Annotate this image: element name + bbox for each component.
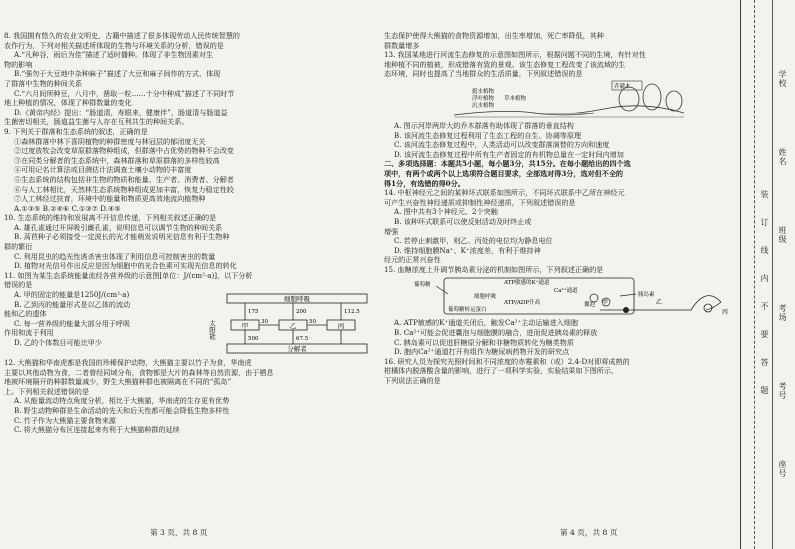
- fig-value: 30: [261, 319, 268, 326]
- text-line: 上。下列相关叙述错误的是: [4, 386, 90, 396]
- seal-char: 要: [760, 330, 769, 339]
- option-line: D. 该河流生态修复过程中所有生产者固定的有机物总量在一定时间内增加: [394, 149, 624, 159]
- energy-flow-svg: [209, 290, 379, 358]
- text-line: 农作行为，下列对相关描述所体现的生物与环境关系的分析，错误的是: [4, 40, 224, 50]
- left-column-text: [4, 0, 380, 290]
- text-line: C. 竹子作为大熊猫主要食物来源: [14, 415, 116, 425]
- q15-options: [384, 318, 736, 356]
- option-line: C. 该河流生态修复过程中，人类活动可以改变群落演替的方向和速度: [394, 140, 610, 150]
- option-line: C. 每一营养级的能量大部分用于呼吸: [14, 318, 131, 328]
- page-number-right: 第 4 页，共 8 页: [560, 528, 618, 537]
- text-line: C. 若停止刺激甲，则乙、丙处的电位均为静息电位: [394, 236, 553, 246]
- text-line: 生态保护使得大熊猫的食物资源增加，出生率增加，死亡率降低，其种: [384, 31, 604, 40]
- info-field-label: 学校: [778, 70, 787, 88]
- fig-value: 112.5: [344, 309, 360, 316]
- text-line: 生菌密切相关，肠道益生菌与人存在互利共生的种间关系。: [4, 117, 189, 127]
- info-field-label: 姓名: [778, 148, 787, 166]
- seal-char: 装: [760, 190, 769, 199]
- text-line: ⑥与人工林相比，天然林生态系统物种组成更加丰富，恢复力稳定性较: [14, 184, 234, 194]
- fig-value: 500: [248, 336, 259, 343]
- left-column-text-2: [4, 358, 380, 435]
- text-line: 15. 血糖浓度上升调节胰岛素分泌的机制如图所示，下列叙述正确的是: [384, 264, 604, 274]
- text-line: 8. 我国拥有悠久的农业文明史，古籍中描述了很多体现劳动人民传统智慧的: [4, 31, 241, 40]
- text-line: ③在同类分解者的生态系统中，森林群落和草原群落的多样性较高: [14, 155, 220, 165]
- fig-value: 67.5: [296, 336, 309, 343]
- fig-label: 细胞呼吸: [474, 294, 497, 301]
- text-line: 群的繁衍: [4, 242, 33, 252]
- text-line: 主要以其他动物为食，二者曾经同域分布，食物都是大片的森林等自然资源，由于栖息: [4, 367, 274, 377]
- text-line: 10. 生态系统的维持和发展离不开信息传递，下列相关叙述正确的是: [4, 213, 217, 223]
- option-line: B. 该河流生态修复过程利用了生态工程的自生、协调等原理: [394, 130, 582, 140]
- fig-label: 葡萄糖: [414, 282, 431, 289]
- fig-box-1: 甲: [241, 322, 249, 331]
- q11-options: [4, 290, 209, 348]
- fig-label: 草本植物: [504, 95, 527, 102]
- text-line: B. 野生动物种群是生命活动的先天和后天性都可能会降低生物多样性: [14, 406, 230, 415]
- fig-label: 沉水植物: [472, 102, 495, 109]
- q15-text: [384, 265, 736, 275]
- fig-label: 浮叶植物: [472, 95, 495, 102]
- section-line: 项中，有两个或两个以上选项符合题目要求，全部选对得3分，选对但不全的: [384, 168, 624, 178]
- fig-label: ATP敏感的K⁺通道: [504, 280, 550, 287]
- text-line: 12. 大熊猫和华南虎都是我国的珍稀保护动物，大熊猫主要以竹子为食，华南虎: [4, 358, 252, 368]
- section-2-heading: [384, 159, 736, 188]
- seal-line: [772, 0, 773, 549]
- text-line: B. 莴苣种子必须接受一定波长的光才能萌发说明光信息有利于生物种: [14, 232, 230, 242]
- text-line: C.“六月间所种豆，八月中，凿取一粒……十分中种成”描述了不同时节: [14, 88, 235, 98]
- q16-text: [384, 357, 736, 386]
- river-restoration-svg: [384, 79, 736, 121]
- text-line: 16. 研究人员为探究光照时间和不同浓度的赤霉素和（或）2,4-D对即将成熟的: [384, 356, 630, 366]
- fig-label: 胰岛素: [638, 292, 655, 299]
- text-line: ①森林群落中林下喜阴植物的种群密度与林冠层的郁闭度无关: [14, 136, 206, 146]
- energy-flow-diagram: [209, 290, 379, 358]
- text-line: 可产生兴奋性神经递质或抑制性神经递质，下列叙述错误的是: [384, 197, 576, 207]
- text-line: D. 植物对光信号作出反应是因为细胞中的光合色素可实现光信息的转化: [14, 261, 237, 271]
- info-field-label: 班级: [778, 226, 787, 244]
- fig-label: 乙: [656, 299, 663, 306]
- seal-char: 不: [760, 302, 769, 311]
- option-line: A. 甲的固定的能量是1250J/(cm²·a): [14, 290, 130, 300]
- text-line: 物的影响: [4, 59, 33, 69]
- cut-line: [754, 0, 755, 549]
- text-line: 13. 我国某地进行河流生态修复的示意图如图所示，根据问题不同的生境，有针对性: [384, 50, 646, 60]
- option-line: B. 乙到丙的能量形式是以乙体的流动: [14, 299, 131, 309]
- fig-label: 甲: [602, 299, 609, 306]
- fig-label: 葡萄糖转运蛋白: [448, 307, 487, 314]
- fig-box-3: 丙: [337, 322, 345, 331]
- text-line: 柑橘体内脱落酸含量的影响，进行了一项科学实验，实验结果如下图所示，: [384, 366, 619, 376]
- river-restoration-diagram: [384, 79, 736, 121]
- seal-char: 题: [760, 386, 769, 395]
- text-line: A.“凡种谷，雨后为佳”描述了适时播种。体现了非生物因素对生: [14, 50, 214, 60]
- text-line: 地被环境隔开的种群数量减少，野生大熊猫种群也被隔离在不同的“孤岛”: [4, 377, 232, 387]
- fig-side-label: 太阳能: [208, 320, 216, 340]
- text-line: A. 图中共有3个神经元、2个突触: [394, 207, 498, 217]
- text-line: B. 该种环式联系可以使反射活动及时终止或: [394, 216, 532, 226]
- text-line: C. 将大熊猫分布区连接起来有利于大熊猫种群的延续: [14, 425, 180, 435]
- option-line: A. ATP敏感的K⁺通道关闭后，触发Ca²⁺主动运输进入细胞: [394, 318, 578, 328]
- text-line: A. 雄孔雀通过开屏吸引雌孔雀，说明信息可以调节生物的种间关系: [14, 222, 223, 232]
- info-field-label: 考号: [778, 382, 787, 400]
- text-line: 地上种植的情况，体现了种群数量的变化: [4, 98, 132, 108]
- text-line: 错误的是: [4, 280, 33, 290]
- right-column-text: [384, 0, 736, 79]
- seal-char: 订: [760, 218, 769, 227]
- page-number-left: 第 3 页，共 8 页: [150, 528, 208, 537]
- fig-label: ATP/ADP升高: [504, 300, 540, 307]
- fig-label: 乔灌木: [614, 83, 631, 90]
- seal-char: 答: [760, 358, 769, 367]
- info-field-label: 考场: [778, 304, 787, 322]
- text-line: 增强: [384, 226, 399, 236]
- text-line: ⑤生态系统的结构包括非生物的物质和能量、生产者、消费者、分解者: [14, 174, 234, 184]
- q13-options: [384, 121, 736, 159]
- text-line: D. 维持细胞膜Na⁺、K⁺浓度差，有利于维持神: [394, 245, 541, 255]
- text-line: A. 从能量流动特点角度分析，相比于大熊猫，华南虎的生存更有优势: [14, 396, 230, 406]
- text-line: 群数量增多: [384, 40, 420, 50]
- section-line: 二、多项选择题：本题共5小题，每小题3分，共15分。在每小题给出的四个选: [384, 159, 631, 169]
- binding-strip: [740, 0, 795, 549]
- q14-block: [384, 188, 736, 265]
- option-line: C. 胰岛素可以促进肝糖原分解和非糖物质转化为糖类物质: [394, 337, 574, 347]
- insulin-secretion-diagram: [384, 274, 736, 318]
- seal-char: 内: [760, 274, 769, 283]
- fig-value: 50: [309, 319, 316, 326]
- text-line: 9. 下列关于群落和生态系统的叙述，正确的是: [4, 126, 148, 136]
- insulin-secretion-svg: [384, 274, 736, 318]
- fig-value: 200: [296, 309, 307, 316]
- text-line: 经元的正常兴奋性: [384, 255, 441, 265]
- text-line: 11. 如图为某生态系统能量流经各营养级的示意图[单位：J/(cm²·a)]，以下分析: [4, 270, 253, 280]
- fig-label: 挺水植物: [472, 88, 495, 95]
- text-line: B.“强勿于大豆地中杂种麻子”描述了大豆和麻子间作的方式，体现: [14, 69, 221, 79]
- text-line: 态环境，同时也提高了当地群众的生活质量，下列叙述错误的是: [384, 69, 583, 79]
- fig-top-label: 细胞呼吸: [284, 295, 310, 304]
- text-line: 14. 中枢神经元之间的某种环式联系如图所示，不同环式联系中乙所在神经元: [384, 188, 625, 198]
- option-line: 作用和流于利用: [4, 328, 54, 338]
- text-line: 地种植不同的植被，形成错落有致的景观。该生态修复工程改变了该流域的生: [384, 59, 626, 69]
- fig-label: Ca²⁺通道: [554, 288, 578, 295]
- text-line: ④可用记名计算法或目测估计法调查土壤小动物的丰富度: [14, 165, 192, 175]
- seal-char: 线: [760, 246, 769, 255]
- right-column: [384, 0, 736, 549]
- left-column: [4, 0, 380, 549]
- q14-text: [384, 188, 736, 265]
- fig-value: 175: [248, 309, 259, 316]
- option-line: A. 图示河岸两岸大的乔木群落有助体现了群落的垂直结构: [394, 120, 574, 130]
- option-line: 能和乙的遗体: [4, 309, 47, 319]
- option-line: D. 乙的个体数目可能比甲少: [14, 338, 102, 347]
- option-line: B. Ca²⁺可能会促进囊泡与细胞膜的融合，进而促进胰岛素的释放: [394, 328, 598, 338]
- text-line: 下列说法正确的是: [384, 376, 441, 386]
- text-line: ⑦人工林经过扶育，环境中的能量和物质更高效地流向植物种: [14, 194, 206, 204]
- section-line: 得1分，有选错的得0分。: [384, 178, 465, 188]
- fig-box-2: 乙: [289, 322, 297, 331]
- text-line: D.《黄帝内经》提出：“肠道清，寿眼来，健康伴”，肠道清与肠道益: [14, 107, 228, 117]
- fig-label: 囊泡: [584, 302, 596, 309]
- option-line: D. 胞内Ca²⁺通道打开有组作为糖尿病药物开发的研究点: [394, 347, 570, 357]
- fig-label: 丙: [722, 309, 729, 316]
- text-line: A.①③⑤ B.②④⑥ C.①③⑦ D.④⑤: [14, 203, 121, 213]
- info-field-label: 座号: [778, 460, 787, 478]
- text-line: ②过度放牧会改变草原群落物种组成，但群落中占优势的物种不会改变: [14, 146, 234, 156]
- q11-block: [4, 290, 380, 358]
- text-line: 了群落中生物的种间关系: [4, 78, 83, 88]
- fig-bottom-label: 分解者: [287, 345, 307, 354]
- text-line: C. 利用昆虫的趋光性诱杀害虫体现了利用信息可控制害虫的数量: [14, 251, 216, 261]
